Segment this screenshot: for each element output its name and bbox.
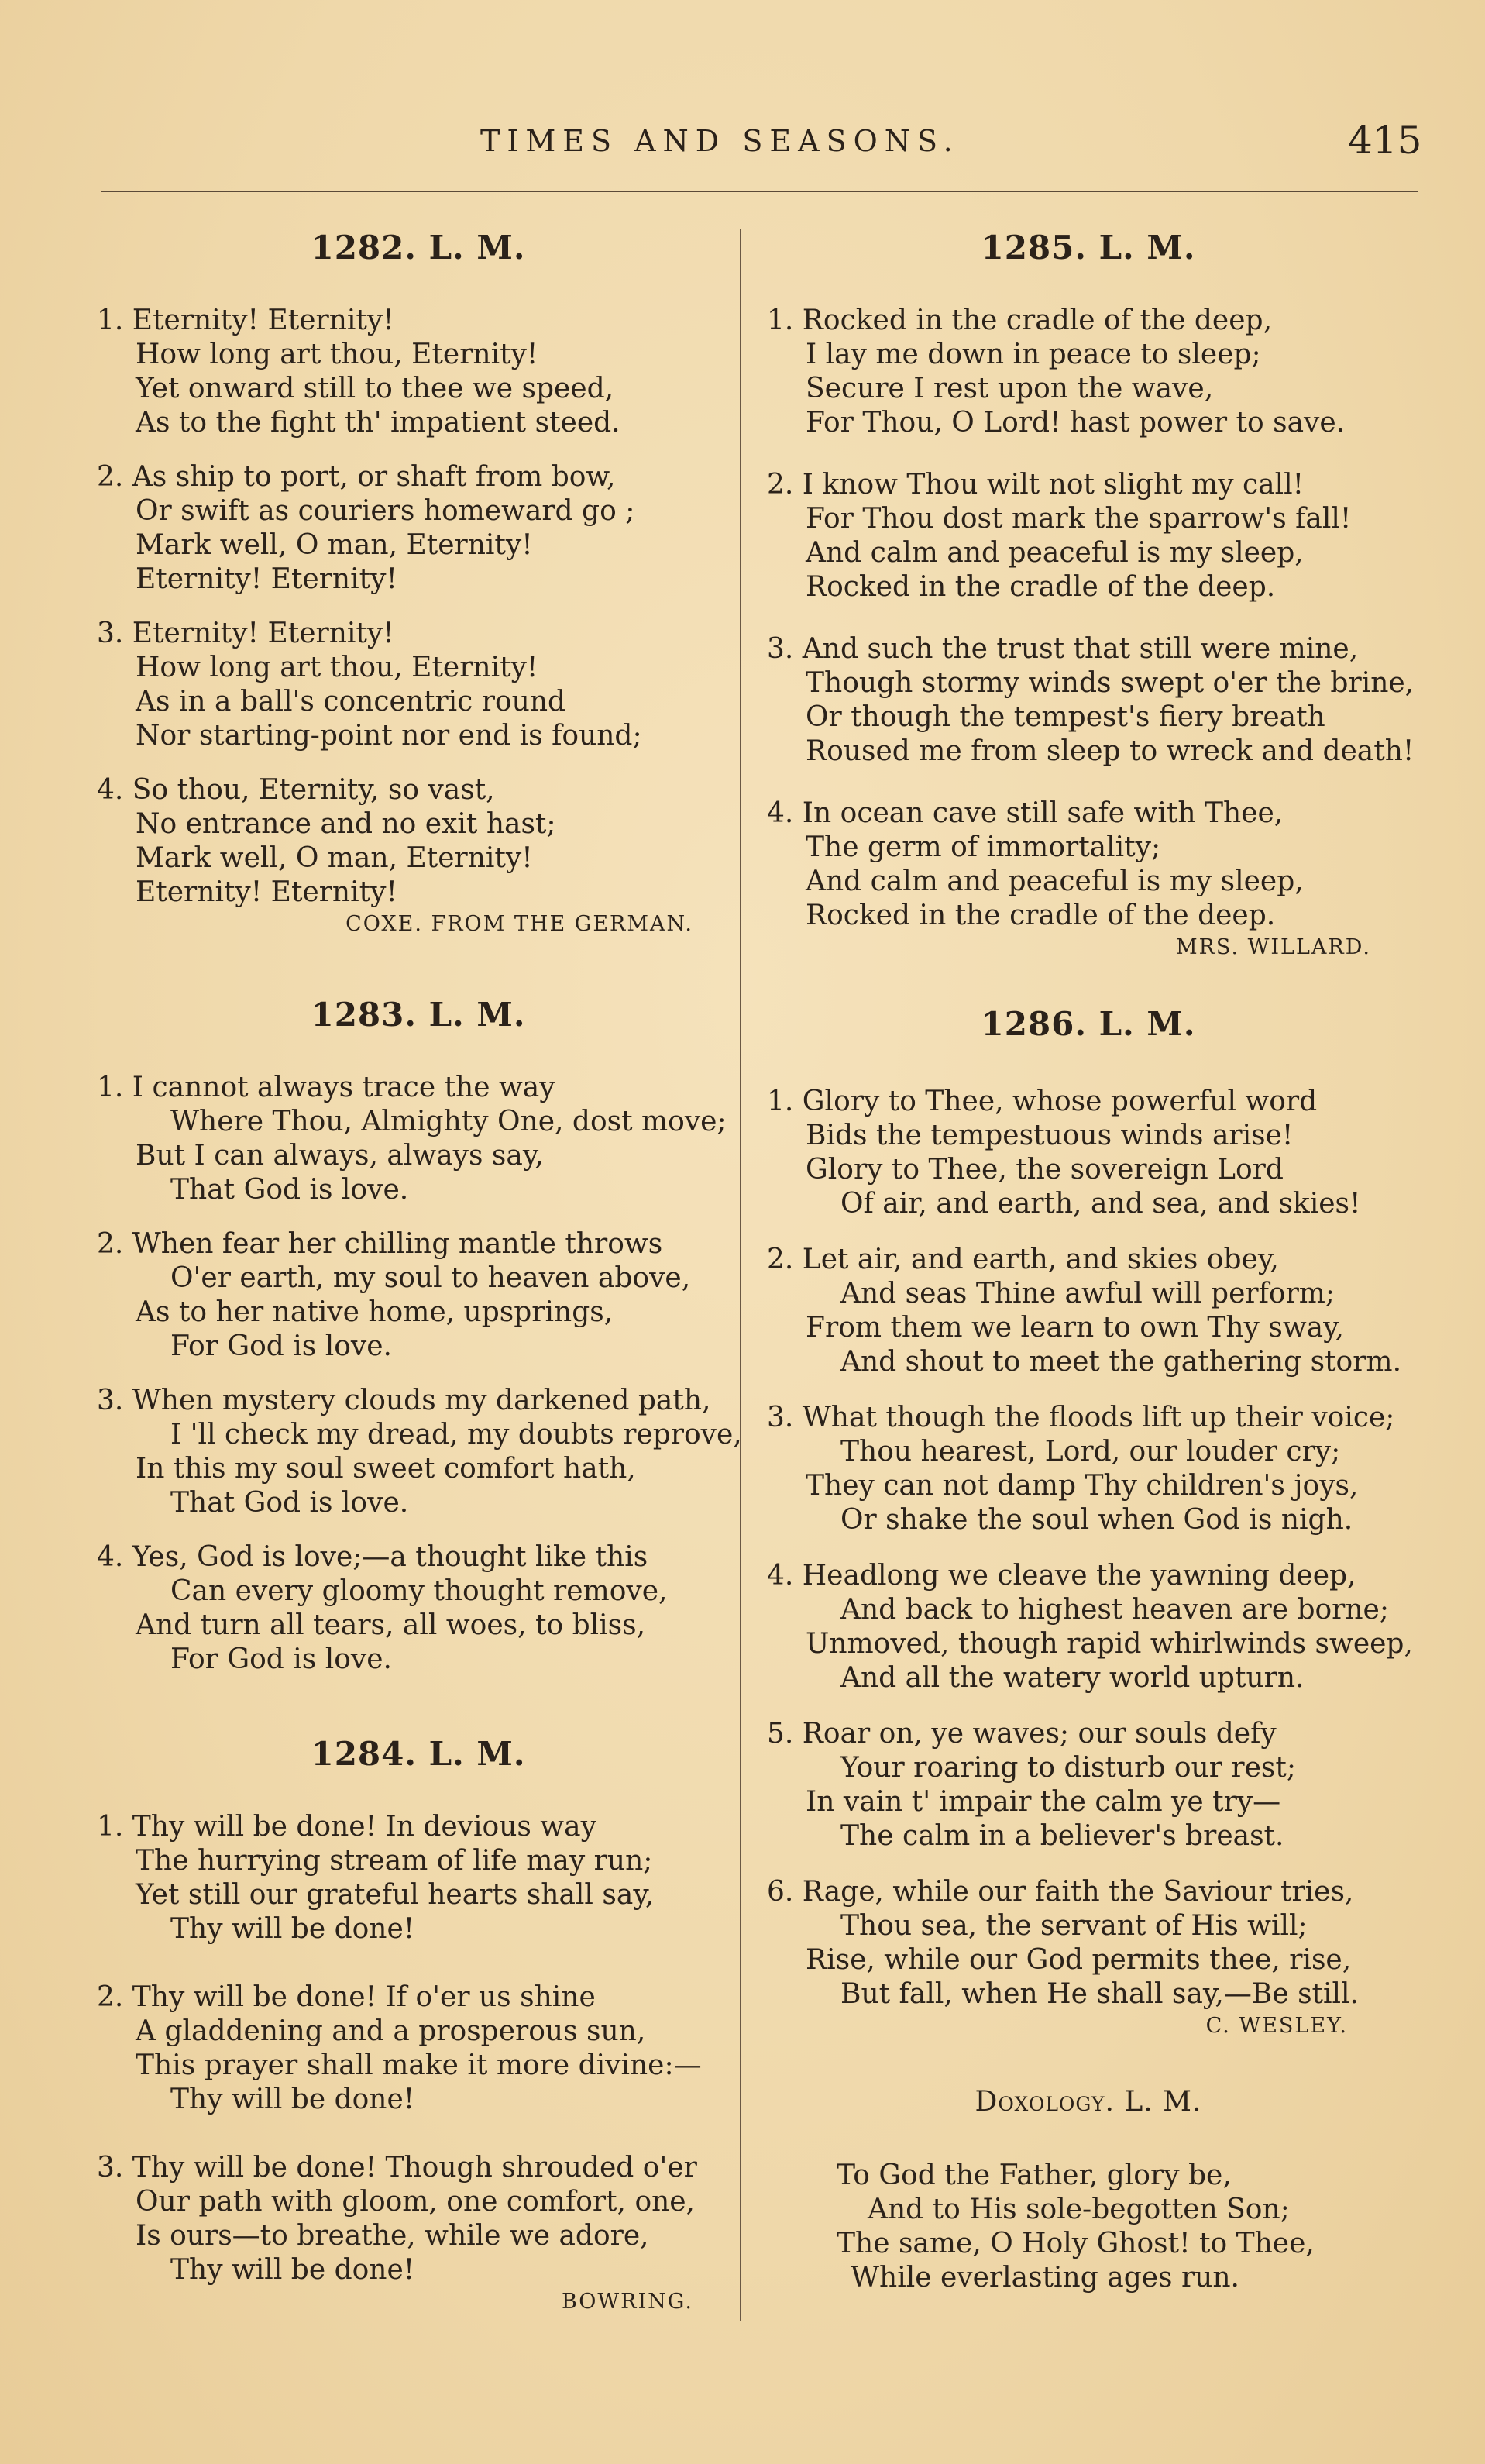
hymn-1284 <box>97 1731 740 2315</box>
verse-line: To God the Father, glory be, <box>837 2159 1232 2191</box>
verse-line: Eternity! Eternity! <box>136 563 397 595</box>
verse-line: Or shake the soul when God is nigh. <box>840 1504 1353 1536</box>
verse-line: That God is love. <box>170 1174 409 1206</box>
verse-line: Though stormy winds swept o'er the brine, <box>806 667 1415 699</box>
verse-line: From them we learn to own Thy sway, <box>806 1312 1345 1344</box>
verse-line: How long art thou, Eternity! <box>136 652 538 683</box>
stanza <box>97 1384 740 1520</box>
verse-line: 4. Headlong we cleave the yawning deep, <box>767 1560 1356 1592</box>
verse-line: 1. Glory to Thee, whose powerful word <box>767 1086 1318 1117</box>
verse-line: And to His sole-begotten Son; <box>868 2194 1290 2225</box>
verse-line: I 'll check my dread, my doubts reprove, <box>170 1419 742 1451</box>
hymn-author: COXE. FROM THE GERMAN. <box>345 912 693 936</box>
stanza <box>767 797 1410 933</box>
stanza <box>97 773 740 910</box>
stanza <box>97 2151 740 2287</box>
hymn-1285 <box>767 225 1415 961</box>
verse-line: 2. When fear her chilling mantle throws <box>97 1228 663 1260</box>
verse-line: 4. In ocean cave still safe with Thee, <box>767 797 1284 829</box>
verse-line: Yet still our grateful hearts shall say, <box>136 1879 655 1911</box>
verse-line: Rocked in the cradle of the deep. <box>806 900 1276 931</box>
page-number: 415 <box>1348 118 1422 163</box>
stanza <box>767 304 1410 440</box>
verse-line: 3. Thy will be done! Though shrouded o'er <box>97 2152 697 2184</box>
right-column <box>767 225 1415 2315</box>
hymn-1283 <box>97 992 740 1677</box>
verse-line: The germ of immortality; <box>806 831 1161 863</box>
verse-line: No entrance and no exit hast; <box>136 808 556 840</box>
hymn-title: 1282. L. M. <box>311 229 526 267</box>
verse-line: 2. Thy will be done! If o'er us shine <box>97 1981 596 2013</box>
hymn-title: 1286. L. M. <box>981 1005 1196 1043</box>
verse-line: 2. As ship to port, or shaft from bow, <box>97 461 616 493</box>
verse-line: Is ours—to breathe, while we adore, <box>136 2220 649 2252</box>
verse-line: Glory to Thee, the sovereign Lord <box>806 1154 1284 1186</box>
verse-line: 3. What though the floods lift up their voice; <box>767 1402 1395 1433</box>
verse-line: And seas Thine awful will perform; <box>840 1278 1335 1309</box>
verse-line: The hurrying stream of life may run; <box>136 1845 653 1877</box>
verse-line: And all the watery world upturn. <box>840 1662 1305 1694</box>
verse-line: O'er earth, my soul to heaven above, <box>170 1262 691 1294</box>
verse-line: 4. So thou, Eternity, so vast, <box>97 774 495 806</box>
stanza <box>97 1980 740 2117</box>
verse-line: How long art thou, Eternity! <box>136 339 538 370</box>
verse-line: Yet onward still to thee we speed, <box>136 373 614 404</box>
stanza <box>97 617 740 753</box>
verse-line: In vain t' impair the calm ye try— <box>806 1786 1281 1818</box>
stanza <box>767 1875 1410 2011</box>
stanza <box>767 468 1410 604</box>
verse-line: And turn all tears, all woes, to bliss, <box>136 1609 646 1641</box>
stanza <box>767 1085 1410 1221</box>
verse-line: Or swift as couriers homeward go ; <box>136 495 635 527</box>
stanza <box>767 1401 1410 1537</box>
verse-line: Of air, and earth, and sea, and skies! <box>840 1188 1361 1220</box>
verse-line: Rise, while our God permits thee, rise, <box>806 1944 1352 1976</box>
verse-line: Mark well, O man, Eternity! <box>136 842 533 874</box>
hymn-1282 <box>97 225 740 938</box>
verse-line: As to the fight th' impatient steed. <box>136 407 620 439</box>
verse-line: For Thou, O Lord! hast power to save. <box>806 407 1346 439</box>
verse-line: Can every gloomy thought remove, <box>170 1575 668 1607</box>
verse-line: 5. Roar on, ye waves; our souls defy <box>767 1718 1277 1750</box>
stanza <box>97 460 740 597</box>
verse-line: Our path with gloom, one comfort, one, <box>136 2186 696 2218</box>
verse-line: They can not damp Thy children's joys, <box>806 1470 1359 1502</box>
stanza <box>767 1243 1410 1379</box>
verse-line: As in a ball's concentric round <box>136 686 566 718</box>
verse-line: Thy will be done! <box>170 2254 415 2286</box>
verse-line: The calm in a believer's breast. <box>840 1820 1284 1852</box>
verse-line: For Thou dost mark the sparrow's fall! <box>806 503 1352 535</box>
verse-line: Thy will be done! <box>170 1913 415 1945</box>
verse-line: 1. Rocked in the cradle of the deep, <box>767 305 1273 336</box>
verse-line: 2. I know Thou wilt not slight my call! <box>767 469 1305 501</box>
hymn-author: C. WESLEY. <box>1205 2014 1348 2038</box>
verse-line: A gladdening and a prosperous sun, <box>136 2015 646 2047</box>
hymn-author: BOWRING. <box>561 2290 693 2314</box>
verse-line: Secure I rest upon the wave, <box>806 373 1214 404</box>
verse-line: 3. And such the trust that still were mine, <box>767 633 1359 665</box>
verse-line: And shout to meet the gathering storm. <box>840 1346 1402 1378</box>
verse-line: Roused me from sleep to wreck and death! <box>806 735 1415 767</box>
stanza <box>767 1559 1413 1695</box>
stanza <box>97 1540 740 1677</box>
verse-line: 1. Eternity! Eternity! <box>97 305 394 336</box>
verse-line: As to her native home, upsprings, <box>136 1296 614 1328</box>
hymn-title: 1285. L. M. <box>981 229 1196 267</box>
verse-line: Your roaring to disturb our rest; <box>840 1752 1296 1784</box>
stanza <box>97 1227 740 1364</box>
verse-line: Unmoved, though rapid whirlwinds sweep, <box>806 1628 1413 1660</box>
hymn-author: MRS. WILLARD. <box>1175 935 1371 959</box>
verse-line: And calm and peaceful is my sleep, <box>806 537 1304 569</box>
verse-line: Eternity! Eternity! <box>136 876 397 908</box>
verse-line: Where Thou, Almighty One, dost move; <box>170 1106 727 1137</box>
verse-line: But fall, when He shall say,—Be still. <box>840 1978 1359 2010</box>
stanza <box>767 2159 1410 2295</box>
verse-line: Or though the tempest's fiery breath <box>806 701 1325 733</box>
header-rule <box>101 191 1418 192</box>
stanza <box>97 304 740 440</box>
verse-line: Nor starting-point nor end is found; <box>136 720 642 752</box>
verse-line: While everlasting ages run. <box>851 2262 1239 2294</box>
verse-line: 1. I cannot always trace the way <box>97 1072 555 1103</box>
stanza <box>97 1071 740 1207</box>
verse-line: In this my soul sweet comfort hath, <box>136 1453 636 1485</box>
verse-line: 4. Yes, God is love;—a thought like this <box>97 1541 648 1573</box>
doxology-title: Doxology. L. M. <box>975 2086 1202 2118</box>
verse-line: But I can always, always say, <box>136 1140 544 1172</box>
verse-line: 1. Thy will be done! In devious way <box>97 1811 596 1843</box>
verse-line: Thy will be done! <box>170 2084 415 2115</box>
hymn-1286 <box>767 1001 1413 2039</box>
verse-line: And calm and peaceful is my sleep, <box>806 865 1304 897</box>
stanza <box>97 1810 740 1946</box>
verse-line: For God is love. <box>170 1330 392 1362</box>
doxology <box>767 2083 1410 2295</box>
verse-line: This prayer shall make it more divine:— <box>136 2049 702 2081</box>
verse-line: 3. When mystery clouds my darkened path, <box>97 1385 711 1416</box>
verse-line: Thou sea, the servant of His will; <box>840 1910 1308 1942</box>
verse-line: And back to highest heaven are borne; <box>840 1594 1389 1626</box>
verse-line: The same, O Holy Ghost! to Thee, <box>837 2228 1315 2259</box>
verse-line: 3. Eternity! Eternity! <box>97 618 394 649</box>
column-divider <box>740 229 741 2321</box>
running-head: TIMES AND SEASONS. <box>480 124 960 158</box>
left-column <box>97 225 740 2315</box>
verse-line: 2. Let air, and earth, and skies obey, <box>767 1244 1279 1275</box>
verse-line: For God is love. <box>170 1643 392 1675</box>
stanza <box>767 1717 1410 1853</box>
verse-line: Thou hearest, Lord, our louder cry; <box>840 1436 1341 1468</box>
hymn-title: 1283. L. M. <box>311 996 526 1034</box>
verse-line: Bids the tempestuous winds arise! <box>806 1120 1294 1151</box>
verse-line: Rocked in the cradle of the deep. <box>806 571 1276 603</box>
hymn-title: 1284. L. M. <box>311 1735 526 1773</box>
verse-line: Mark well, O man, Eternity! <box>136 529 533 561</box>
verse-line: 6. Rage, while our faith the Saviour tries, <box>767 1876 1354 1908</box>
verse-line: That God is love. <box>170 1487 409 1519</box>
stanza <box>767 632 1415 769</box>
verse-line: I lay me down in peace to sleep; <box>806 339 1261 370</box>
